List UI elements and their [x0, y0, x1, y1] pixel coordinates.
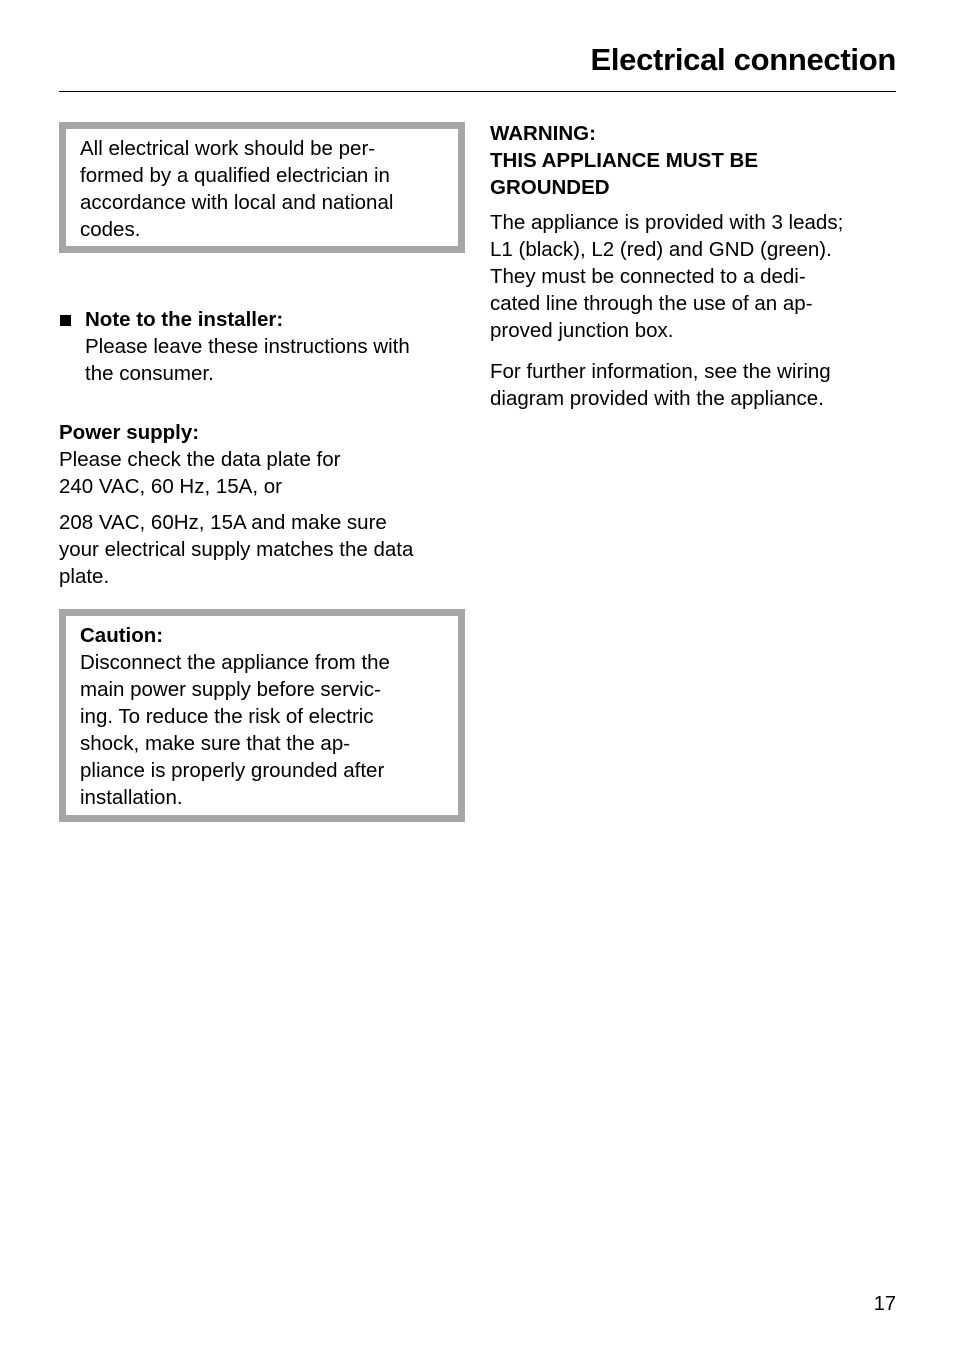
info-box-text: All electrical work should be per- formed by a qualified electrician in accordance with local and national codes. [80, 137, 394, 241]
right-column [490, 122, 896, 412]
power-supply-heading: Power supply: [59, 421, 200, 444]
info-box [59, 122, 465, 253]
caution-heading: Caution: [80, 624, 164, 647]
caution-text: Disconnect the appliance from the main power supply before servic- ing. To reduce the risk of electric shock, make sure that the ap- pliance is properly grounded after installation. [80, 651, 390, 809]
caution-box [59, 609, 465, 822]
installer-note [59, 306, 465, 387]
warning-text-2: For further information, see the wiring diagram provided with the appliance. [490, 360, 831, 410]
caution-section [59, 609, 465, 822]
page-number: 17 [873, 1293, 896, 1315]
installer-note-heading: Note to the installer: [85, 308, 284, 331]
left-column [59, 122, 465, 822]
warning-heading: WARNING: THIS APPLIANCE MUST BE GROUNDED [490, 122, 759, 199]
warning-text-1: The appliance is provided with 3 leads; L1 (black), L2 (red) and GND (green). They must be connected to a dedi- cated line through the use of an ap- proved junction box. [490, 211, 844, 342]
square-bullet-icon [60, 315, 71, 326]
page-title: Electrical connection [590, 42, 896, 77]
power-supply-text-1: Please check the data plate for 240 VAC, 60 Hz, 15A, or [59, 448, 341, 498]
power-supply-section [59, 419, 465, 590]
power-supply-text-2: 208 VAC, 60Hz, 15A and make sure your electrical supply matches the data plate. [59, 511, 414, 588]
installer-note-text: Please leave these instructions with the consumer. [85, 335, 410, 385]
title-divider [59, 91, 896, 92]
